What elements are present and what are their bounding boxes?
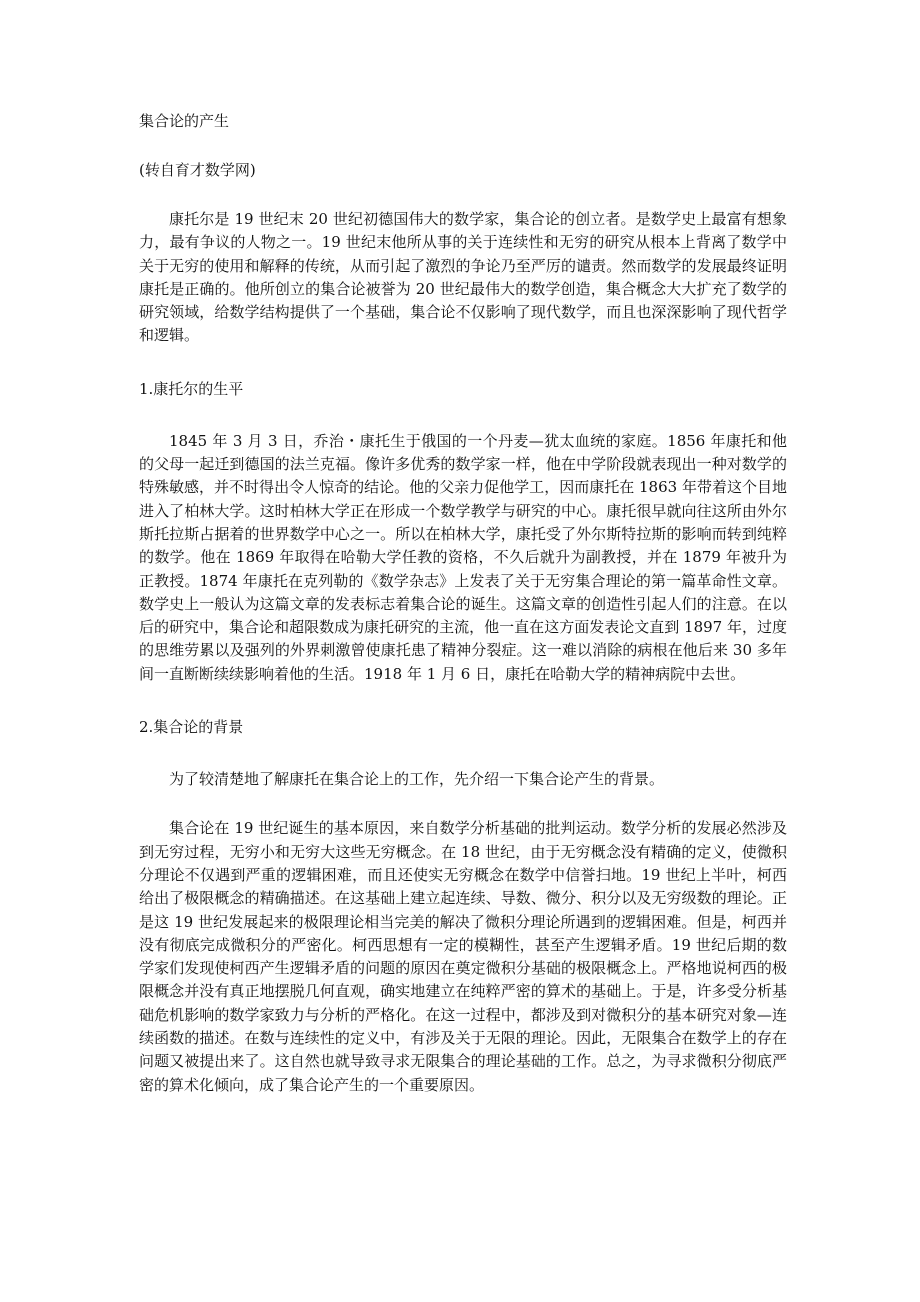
document-page — [139, 110, 787, 1097]
document-title: 集合论的产生 — [139, 112, 230, 130]
section-1-heading: 1.康托尔的生平 — [139, 379, 244, 398]
section-2-paragraph: 集合论在 19 世纪诞生的基本原因，来自数学分析基础的批判运动。数学分析的发展必然涉及到无穷过程，无穷小和无穷大这些无穷概念。在 18 世纪，由于无穷概念没有精确的定义，使微积分理论不仅遇到严重的逻辑困难，而且还使实无穷概念在数学中信誉扫地。19 世纪上半叶，柯西给出了极限概念的精确描述。在这基础上建立起连续、导数、微分、积分以及无穷级数的理论。正是这 19 世纪发展起来的极限理论相当完美的解决了微积分理论所遇到的逻辑困难。但是，柯西并没有彻底完成微积分的严密化。柯西思想有一定的模糊性，甚至产生逻辑矛盾。19 世纪后期的数学家们发现使柯西产生逻辑矛盾的问题的原因在奠定微积分基础的极限概念上。严格地说柯西的极限概念并没有真正地摆脱几何直观，确实地建立在纯粹严密的算术的基础上。于是，许多受分析基础危机影响的数学家致力与分析的严格化。在这一过程中，都涉及到对微积分的基本研究对象—连续函数的描述。在数与连续性的定义中，有涉及关于无限的理论。因此，无限集合在数学上的存在问题又被提出来了。这自然也就导致寻求无限集合的理论基础的工作。总之，为寻求微积分彻底严密的算术化倾向，成了集合论产生的一个重要原因。 — [139, 819, 787, 1094]
section-2-intro-paragraph: 为了较清楚地了解康托在集合论上的工作，先介绍一下集合论产生的背景。 — [169, 770, 665, 789]
section-2-heading: 2.集合论的背景 — [139, 718, 244, 737]
intro-paragraph: 康托尔是 19 世纪末 20 世纪初德国伟大的数学家，集合论的创立者。是数学史上最富有想象力，最有争议的人物之一。19 世纪末他所从事的关于连续性和无穷的研究从根本上背离了数学中关于无穷的使用和解释的传统，从而引起了激烈的争论乃至严厉的谴责。然而数学的发展最终证明康托是正确的。他所创立的集合论被誉为 20 世纪最伟大的数学创造，集合概念大大扩充了数学的研究领域，给数学结构提供了一个基础，集合论不仅影响了现代数学，而且也深深影响了现代哲学和逻辑。 — [139, 210, 787, 345]
section-1-paragraph: 1845 年 3 月 3 日，乔治・康托生于俄国的一个丹麦—犹太血统的家庭。1856 年康托和他的父母一起迁到德国的法兰克福。像许多优秀的数学家一样，他在中学阶段就表现出一种对数学的特殊敏感，并不时得出令人惊奇的结论。他的父亲力促他学工，因而康托在 1863 年带着这个目地进入了柏林大学。这时柏林大学正在形成一个数学教学与研究的中心。康托很早就向往这所由外尔斯托拉斯占据着的世界数学中心之一。所以在柏林大学，康托受了外尔斯特拉斯的影响而转到纯粹的数学。他在 1869 年取得在哈勒大学任教的资格，不久后就升为副教授，并在 1879 年被升为正教授。1874 年康托在克列勒的《数学杂志》上发表了关于无穷集合理论的第一篇革命性文章。数学史上一般认为这篇文章的发表标志着集合论的诞生。这篇文章的创造性引起人们的注意。在以后的研究中，集合论和超限数成为康托研究的主流，他一直在这方面发表论文直到 1897 年，过度的思维劳累以及强列的外界刺激曾使康托患了精神分裂症。这一难以消除的病根在他后来 30 多年间一直断断续续影响着他的生活。1918 年 1 月 6 日，康托在哈勒大学的精神病院中去世。 — [139, 431, 787, 683]
source-note: (转自育才数学网) — [139, 161, 256, 179]
